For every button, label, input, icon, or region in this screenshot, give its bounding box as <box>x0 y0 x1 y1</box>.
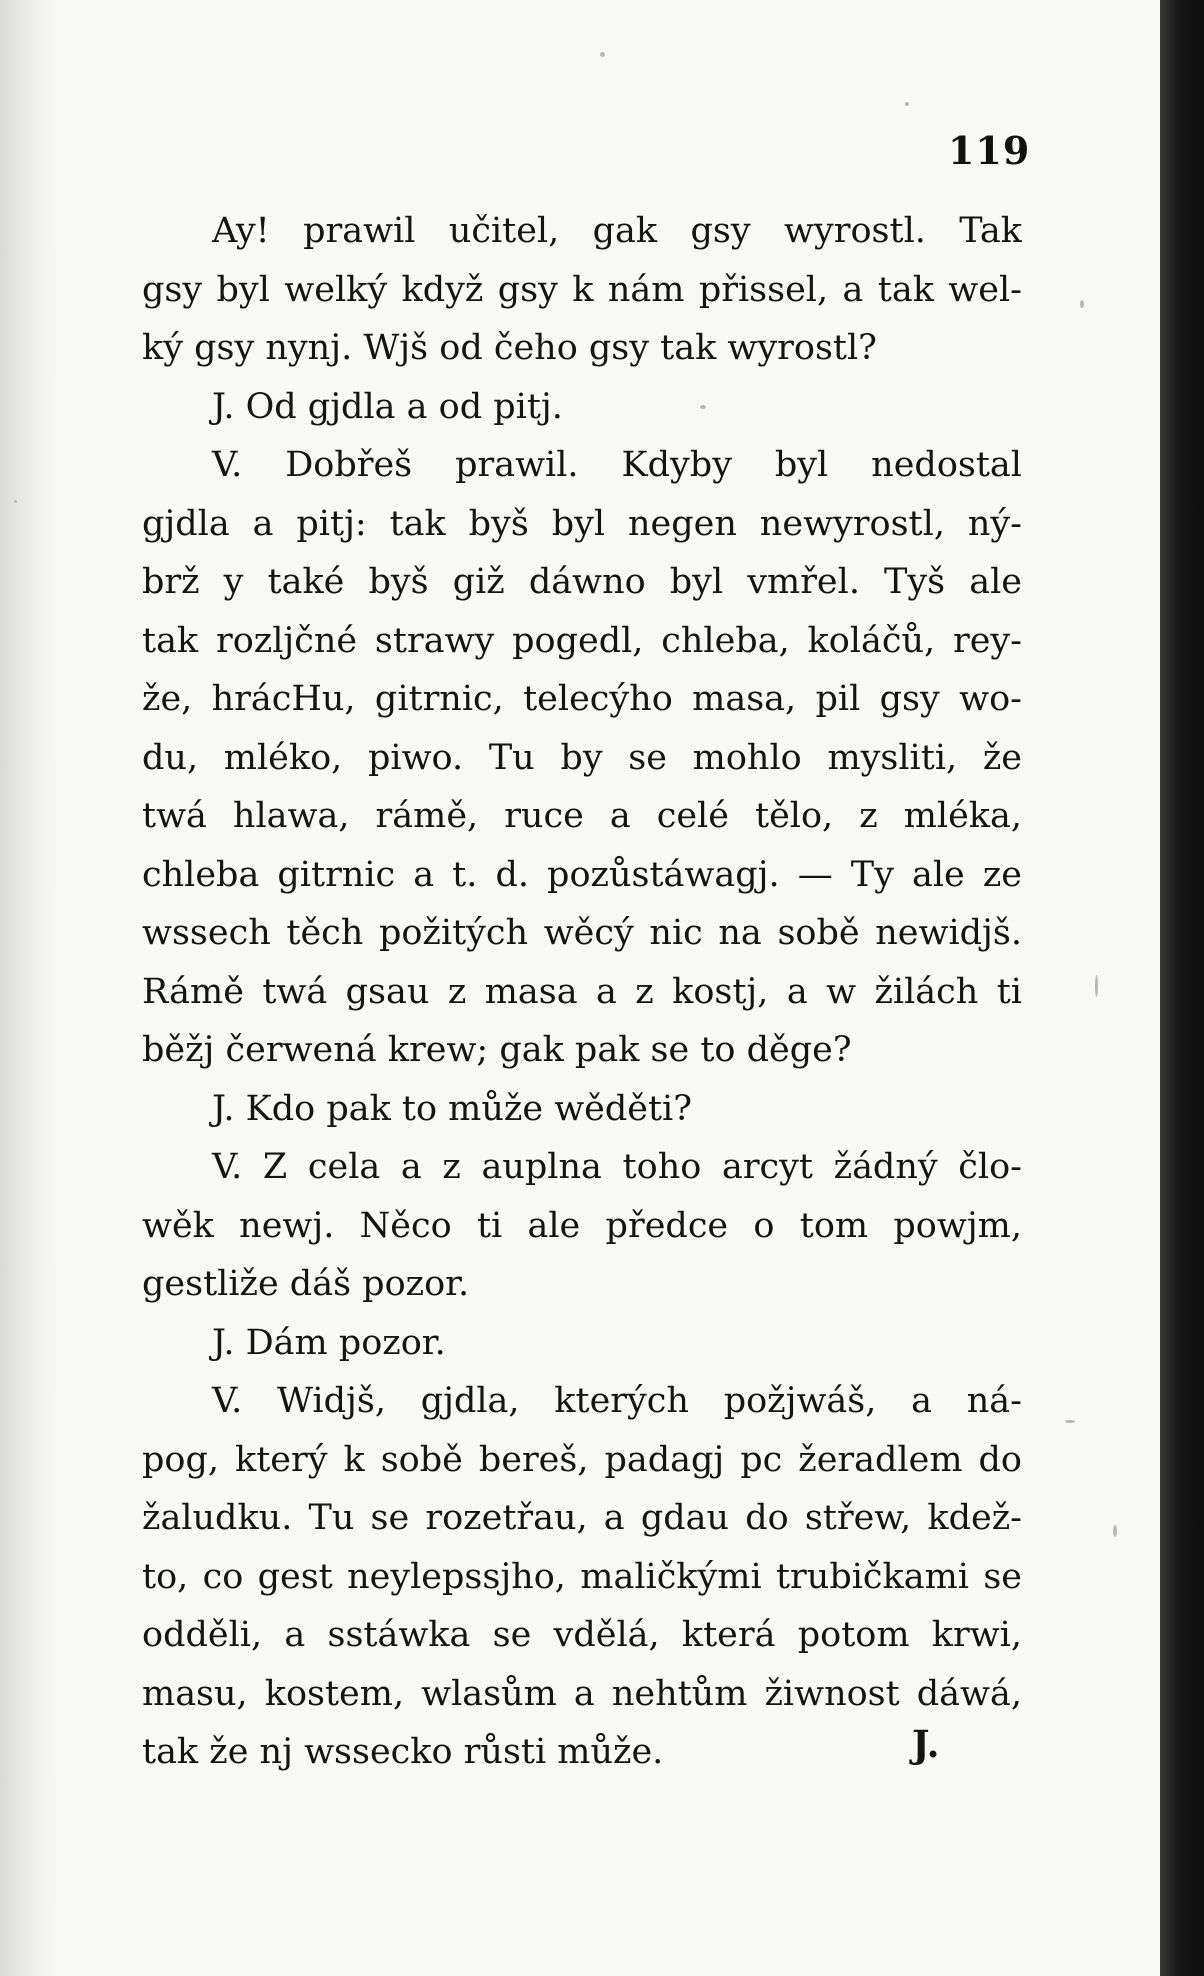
text-line: J. Kdo pak to může wěděti? <box>212 1088 693 1129</box>
page-number: 119 <box>948 128 1031 173</box>
text-line: Rámě twá gsau z masa a z kostj, a w žilách ti <box>142 971 1022 1012</box>
text-line: tak rozljčné strawy pogedl, chleba, koláčů, rey- <box>142 620 1022 661</box>
text-line: ký gsy nynj. Wjš od čeho gsy tak wyrostl? <box>142 328 877 368</box>
text-line: Ay! prawil učitel, gak gsy wyrostl. Tak <box>212 211 1022 251</box>
text-line: odděli, a sstáwka se vdělá, která potom krwi, <box>142 1615 1022 1655</box>
paper-speck <box>1080 300 1084 308</box>
text-line: wssech těch požitých wěcý nic na sobě newidjš. <box>142 913 1022 953</box>
text-line: gestliže dáš pozor. <box>142 1264 470 1304</box>
text-line: že, hrácHu, gitrnic, telecýho masa, pil gsy wo- <box>142 679 1022 719</box>
text-line: J. Od gjdla a od pitj. <box>212 386 563 427</box>
text-line: gjdla a pitj: tak byš byl negen newyrostl, ný- <box>142 503 1022 544</box>
text-line: J. Dám pozor. <box>212 1322 446 1363</box>
text-line: V. Dobřeš prawil. Kdyby byl nedostal <box>212 445 1022 485</box>
paper-speck <box>14 500 17 503</box>
binding-shadow <box>0 0 58 1976</box>
text-line: du, mléko, piwo. Tu by se mohlo mysliti, že <box>142 737 1022 778</box>
scan-dark-edge <box>1160 0 1204 1976</box>
paper-speck <box>600 52 605 57</box>
paper-speck <box>1113 1525 1117 1537</box>
paper-speck <box>1095 975 1098 997</box>
text-line: twá hlawa, rámě, ruce a celé tělo, z mléka, <box>142 796 1022 836</box>
text-line: V. Z cela a z auplna toho arcyt žádný člo- <box>212 1147 1022 1187</box>
catchword: J. <box>912 1722 940 1766</box>
text-line: tak že nj wssecko růsti může. <box>142 1732 664 1772</box>
text-line: chleba gitrnic a t. d. pozůstáwagj. — Ty ale ze <box>142 854 1022 895</box>
text-line: žaludku. Tu se rozetřau, a gdau do střew, kdež- <box>142 1498 1022 1538</box>
body-text <box>142 202 1022 1782</box>
text-line: V. Widjš, gjdla, kterých požjwáš, a ná- <box>212 1381 1022 1421</box>
text-line: brž y také byš giž dáwno byl vmřel. Tyš ale <box>142 562 1022 602</box>
paper-speck <box>905 102 909 106</box>
text-line: wěk newj. Něco ti ale předce o tom powjm, <box>142 1205 1022 1246</box>
text-line: pog, který k sobě bereš, padagj pc žeradlem do <box>142 1439 1022 1480</box>
text-line: masu, kostem, wlasům a nehtům žiwnost dáwá, <box>142 1673 1022 1714</box>
text-line: to, co gest neylepssjho, maličkými trubičkami se <box>142 1556 1022 1597</box>
text-line: běžj čerwená krew; gak pak se to děge? <box>142 1030 852 1070</box>
text-line: gsy byl welký když gsy k nám přissel, a tak wel- <box>142 269 1022 310</box>
paper-speck <box>1065 1420 1075 1423</box>
